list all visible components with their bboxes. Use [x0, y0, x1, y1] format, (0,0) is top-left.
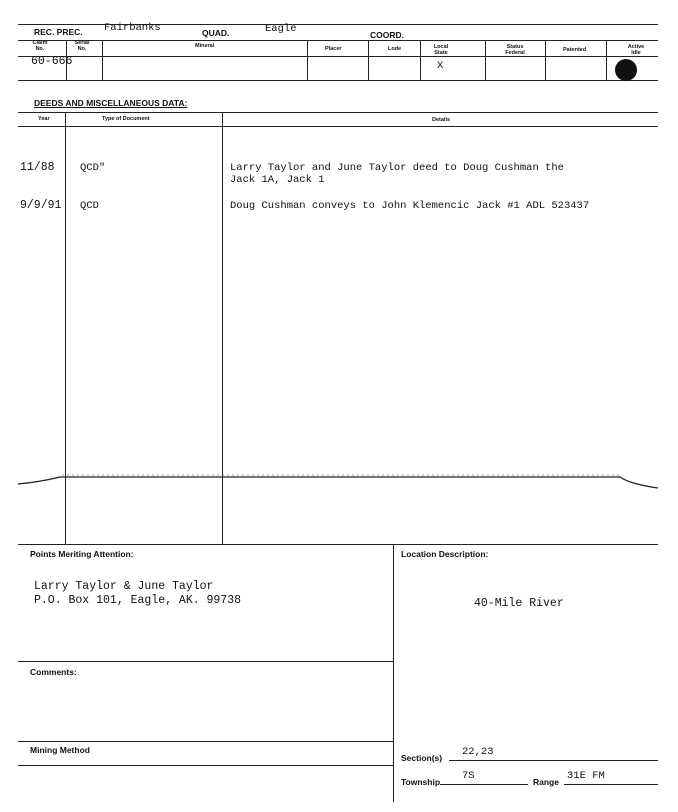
points-line-2: P.O. Box 101, Eagle, AK. 99738: [34, 594, 242, 607]
active-dot-icon: [615, 59, 637, 81]
claim-no-label: Claim No.: [32, 40, 48, 52]
col-year-label: Year: [38, 116, 50, 122]
deed-row-2-year: 9/9/91: [20, 199, 62, 212]
deed-row-1-type: QCD": [80, 162, 106, 174]
claim-no-value: 60-666: [31, 55, 73, 68]
points-line-1: Larry Taylor & June Taylor: [34, 580, 214, 593]
comments-label: Comments:: [30, 667, 77, 677]
col-type-label: Type of Document: [102, 116, 150, 122]
placer-label: Placer: [325, 46, 342, 52]
local-state-label: Local State: [433, 44, 449, 56]
patented-label: Patented: [563, 47, 587, 53]
coord-label: COORD.: [370, 30, 404, 40]
local-state-mark: X: [437, 60, 444, 72]
status-federal-label: Status Federal: [505, 44, 525, 56]
location-value: 40-Mile River: [474, 597, 564, 610]
deed-row-2-type: QCD: [80, 200, 99, 212]
lode-label: Lode: [388, 46, 402, 52]
active-idle-label: Active Idle: [627, 44, 645, 56]
quad-label: QUAD.: [202, 28, 230, 38]
range-label: Range: [533, 777, 559, 787]
section-label: Section(s): [401, 753, 443, 763]
col-details-label: Details: [432, 117, 451, 123]
deed-row-1-details-2: Jack 1A, Jack 1: [230, 174, 325, 186]
deeds-title: DEEDS AND MISCELLANEOUS DATA:: [34, 98, 188, 108]
rec-prec-label: REC. PREC.: [34, 27, 83, 37]
serial-no-label: Serial No.: [74, 40, 90, 52]
rec-prec-value: Fairbanks: [104, 22, 161, 34]
deed-row-1-details: Larry Taylor and June Taylor deed to Doug Cushman the: [230, 162, 564, 174]
mineral-label: Mineral: [195, 43, 215, 49]
range-value: 31E FM: [567, 770, 605, 782]
township-label: Township: [401, 777, 441, 787]
points-label: Points Meriting Attention:: [30, 549, 134, 559]
deed-row-1-year: 11/88: [20, 161, 55, 174]
mining-method-label: Mining Method: [30, 745, 90, 755]
deed-row-2-details: Doug Cushman conveys to John Klemencic Jack #1 ADL 523437: [230, 200, 590, 212]
section-value: 22,23: [462, 746, 494, 758]
quad-value: Eagle: [265, 23, 297, 35]
fold-line: [0, 460, 678, 500]
township-value: 7S: [462, 770, 475, 782]
location-label: Location Description:: [401, 549, 489, 559]
